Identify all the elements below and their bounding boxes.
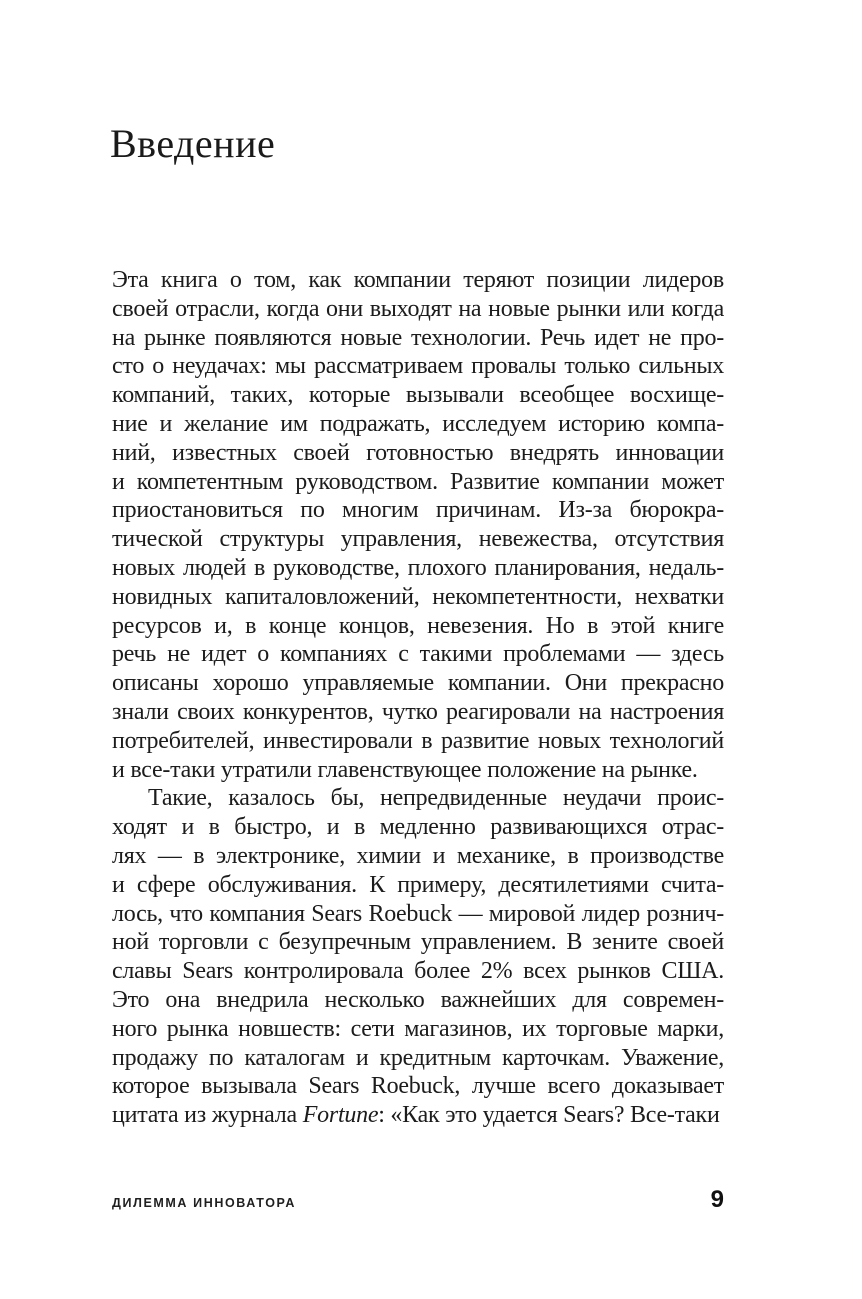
- body-line: приостановиться по многим причинам. Из-за бюрокра-: [112, 497, 724, 524]
- body-line: и сфере обслуживания. К примеру, десятилетиями счита-: [112, 871, 724, 898]
- page-footer: [112, 1188, 724, 1212]
- body-line-fortune: [112, 1101, 724, 1130]
- body-line: компаний, таких, которые вызывали всеобщее восхище-: [112, 382, 724, 409]
- body-line: потребителей, инвестировали в развитие новых технологий: [112, 727, 724, 754]
- body-line: ние и желание им подражать, исследуем историю компа-: [112, 410, 724, 437]
- body-line: лось, что компания Sears Roebuck — мировой лидер рознич-: [112, 900, 724, 927]
- fortune-magazine-name: Fortune: [302, 1102, 379, 1129]
- fortune-text-before: цитата из журнала: [112, 1102, 303, 1129]
- body-line: своей отрасли, когда они выходят на новые рынки или когда: [112, 295, 724, 322]
- body-line: которое вызывала Sears Roebuck, лучше всего доказывает: [112, 1073, 724, 1100]
- body-line: новидных капиталовложений, некомпетентности, нехватки: [112, 583, 724, 610]
- body-line: славы Sears контролировала более 2% всех рынков США.: [112, 958, 724, 985]
- body-line: Это она внедрила несколько важнейших для современ-: [112, 986, 724, 1013]
- body-line: ной торговли с безупречным управлением. В зените своей: [112, 929, 724, 956]
- body-line: на рынке появляются новые технологии. Речь идет не про-: [112, 324, 724, 351]
- body-line: ресурсов и, в конце концов, невезения. Но в этой книге: [112, 612, 724, 639]
- body-line: ний, известных своей готовностью внедрять инновации: [112, 439, 724, 466]
- body-line: лях — в электронике, химии и механике, в производстве: [112, 842, 724, 869]
- body-line: речь не идет о компаниях с такими проблемами — здесь: [112, 641, 724, 668]
- running-title: ДИЛЕММА ИННОВАТОРА: [112, 1196, 297, 1210]
- page-number: 9: [710, 1186, 724, 1213]
- body-line: и все-таки утратили главенствующее положение на рынке.: [112, 756, 698, 783]
- body-line: Эта книга о том, как компании теряют позиции лидеров: [112, 267, 724, 293]
- fortune-text-after: : «Как это удается Sears? Все-таки: [378, 1102, 720, 1129]
- body-line: описаны хорошо управляемые компании. Они прекрасно: [112, 670, 724, 697]
- body-line: и компетентным руководством. Развитие компании может: [112, 468, 724, 495]
- chapter-title: Введение: [110, 121, 276, 166]
- body-line: продажу по каталогам и кредитным карточкам. Уважение,: [112, 1044, 724, 1071]
- body-line: ходят и в быстро, и в медленно развивающихся отрас-: [112, 814, 724, 841]
- body-line: ного рынка новшеств: сети магазинов, их торговые марки,: [112, 1015, 724, 1042]
- body-line: знали своих конкурентов, чутко реагировали на настроения: [112, 698, 724, 725]
- body-line: сто о неудачах: мы рассматриваем провалы только сильных: [112, 353, 724, 380]
- body-text: [112, 266, 724, 1130]
- body-line: новых людей в руководстве, плохого планирования, недаль-: [112, 554, 724, 581]
- body-line: Такие, казалось бы, непредвиденные неудачи проис-: [148, 785, 724, 812]
- body-line: тической структуры управления, невежества, отсутствия: [112, 526, 724, 553]
